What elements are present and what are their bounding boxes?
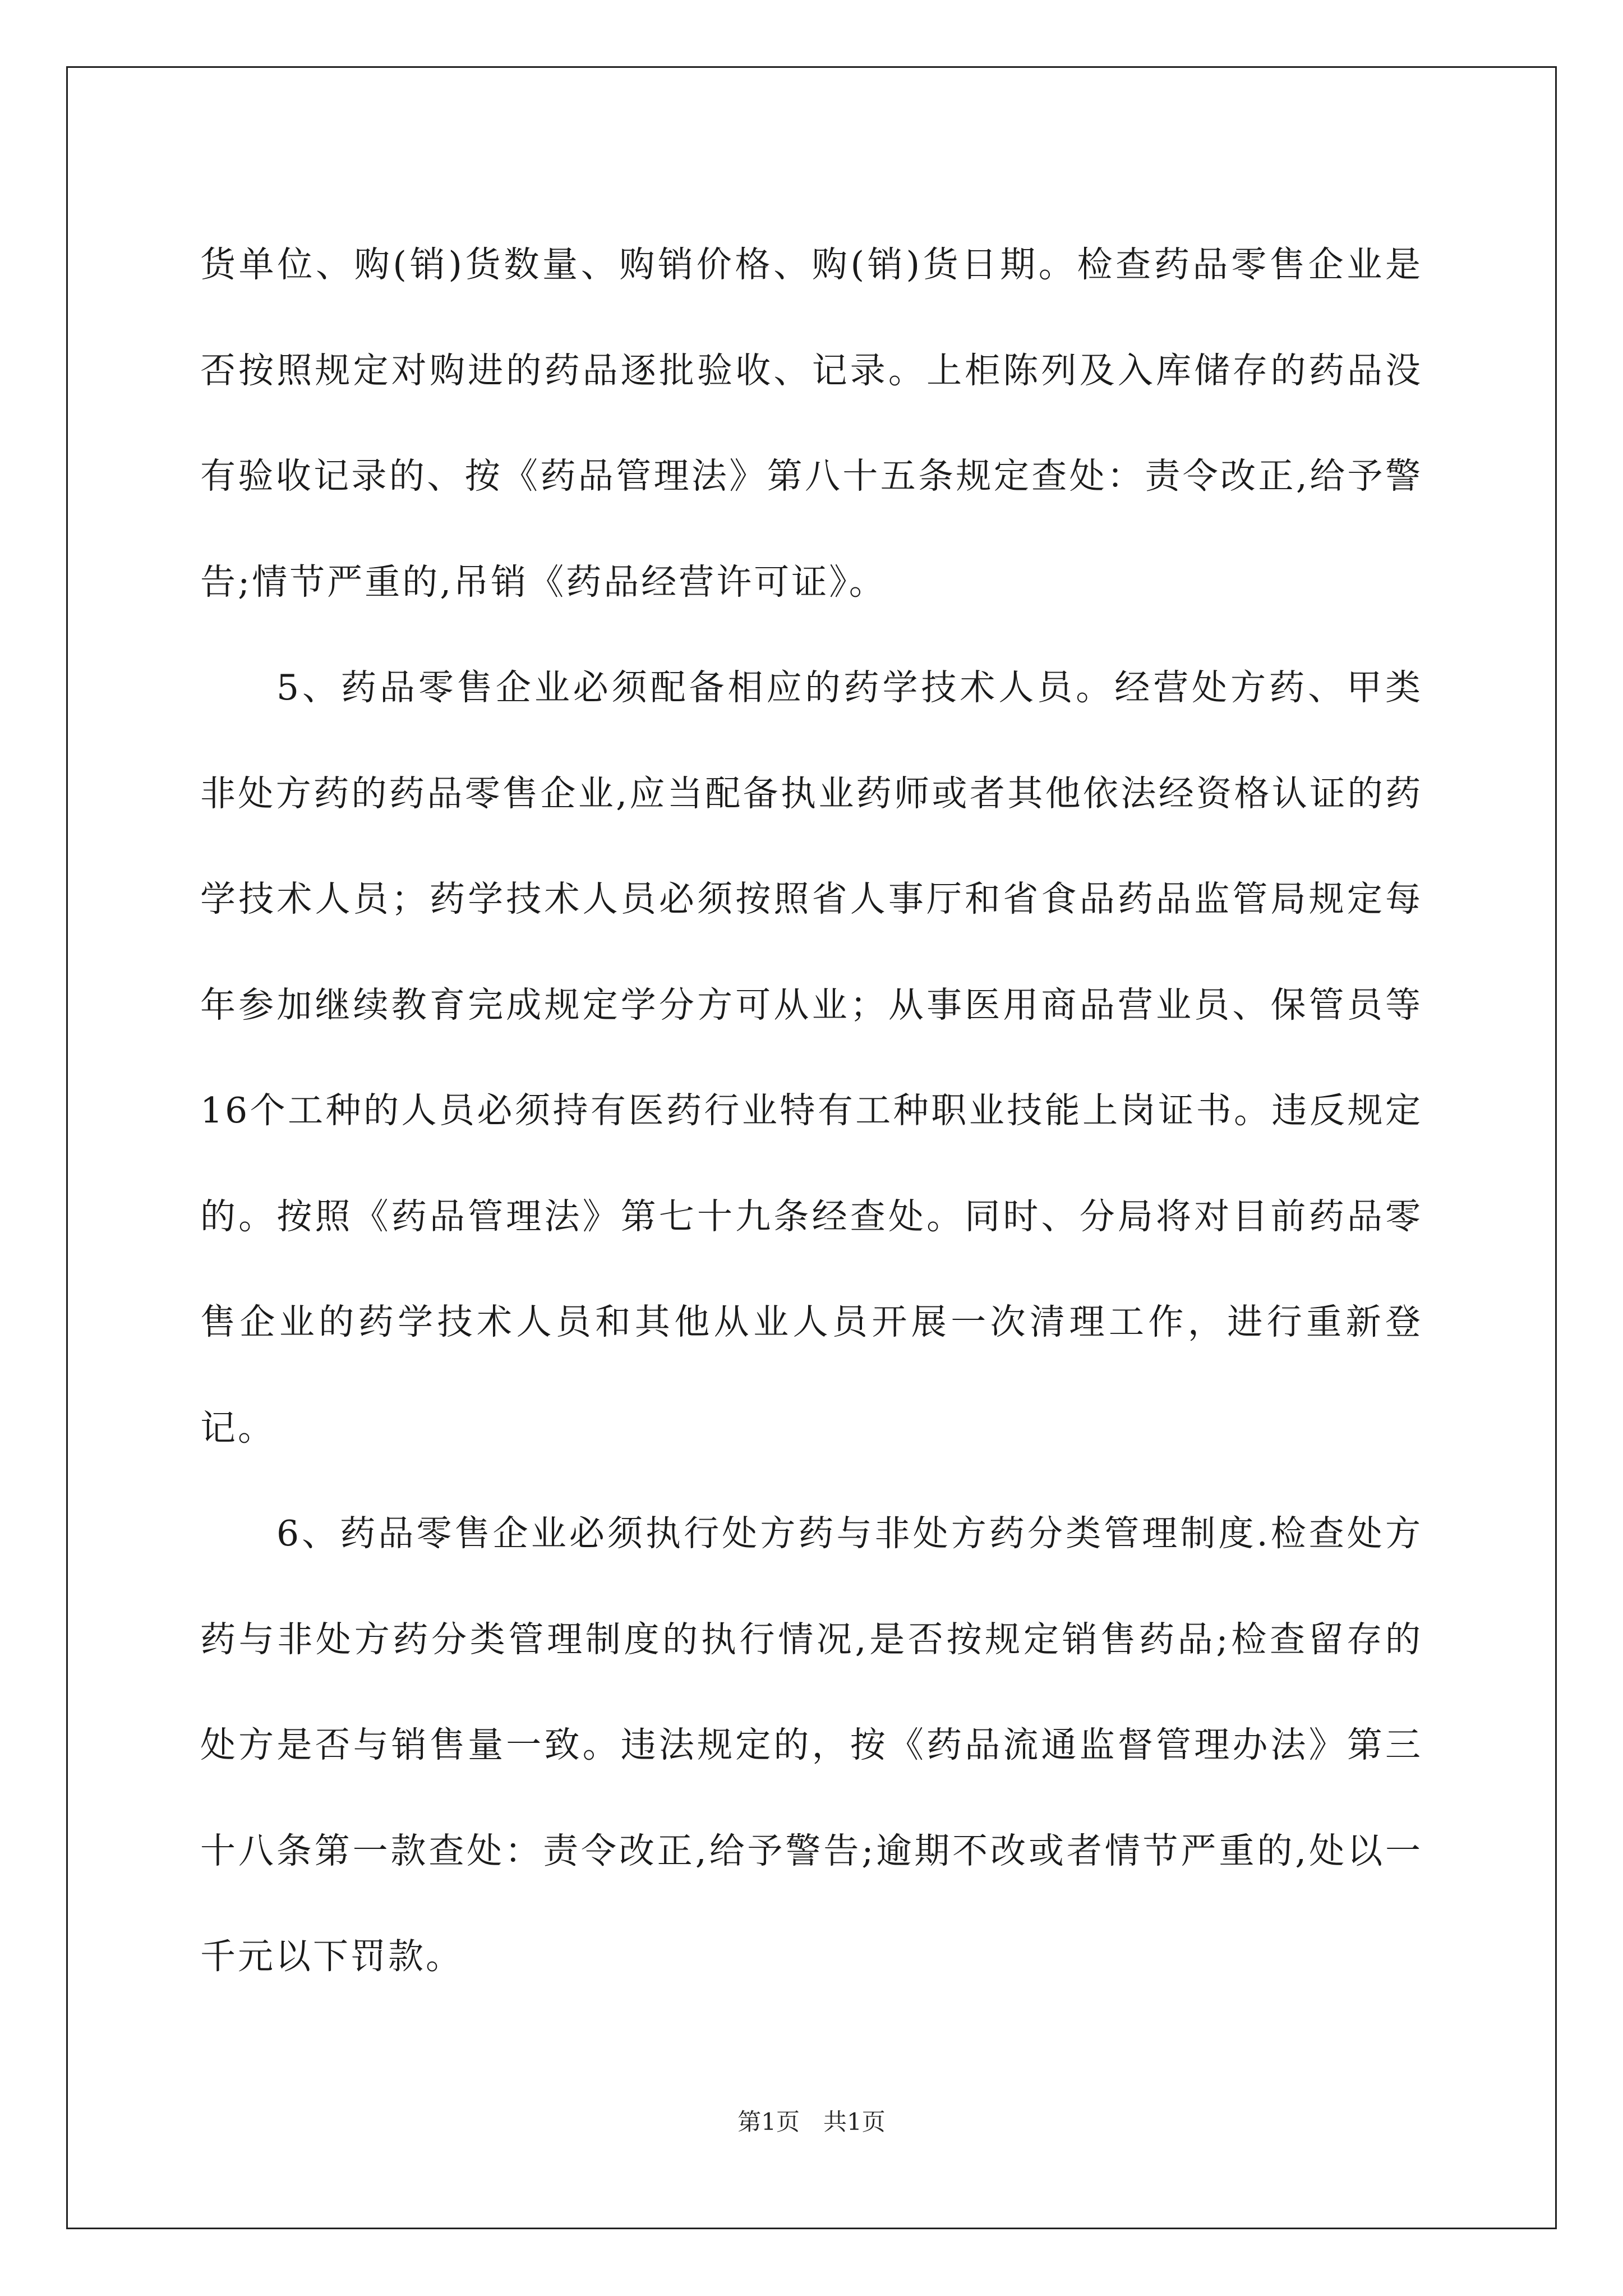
paragraph-1: 货单位、购(销)货数量、购销价格、购(销)货日期。检查药品零售企业是否按照规定对购进的药品逐批验收、记录。上柜陈列及入库储存的药品没有验收记录的、按《药品管理法》第八十五条规定查处：责令改正,给予警告;情节严重的,吊销《药品经营许可证》。 <box>200 244 1423 602</box>
paragraph-2: 5、药品零售企业必须配备相应的药学技术人员。经营处方药、甲类非处方药的药品零售企业,应当配备执业药师或者其他依法经资格认证的药学技术人员；药学技术人员必须按照省人事厅和省食品药品监管局规定每年参加继续教育完成规定学分方可从业；从事医用商品营业员、保管员等16个工种的人员必须持有医药行业特有工种职业技能上岗证书。违反规定的。按照《药品管理法》第七十九条经查处。同时、分局将对目前药品零售企业的药学技术人员和其他从业人员开展一次清理工作，进行重新登记。 <box>200 667 1423 1448</box>
paragraph-3: 6、药品零售企业必须执行处方药与非处方药分类管理制度.检查处方药与非处方药分类管理制度的执行情况,是否按规定销售药品;检查留存的处方是否与销售量一致。违法规定的，按《药品流通监督管理办法》第三十八条第一款查处：责令改正,给予警告;逾期不改或者情节严重的,处以一千元以下罚款。 <box>200 1513 1423 1977</box>
page-footer: 第1页 共1页 <box>737 2108 886 2136</box>
document-body <box>200 212 1423 2010</box>
